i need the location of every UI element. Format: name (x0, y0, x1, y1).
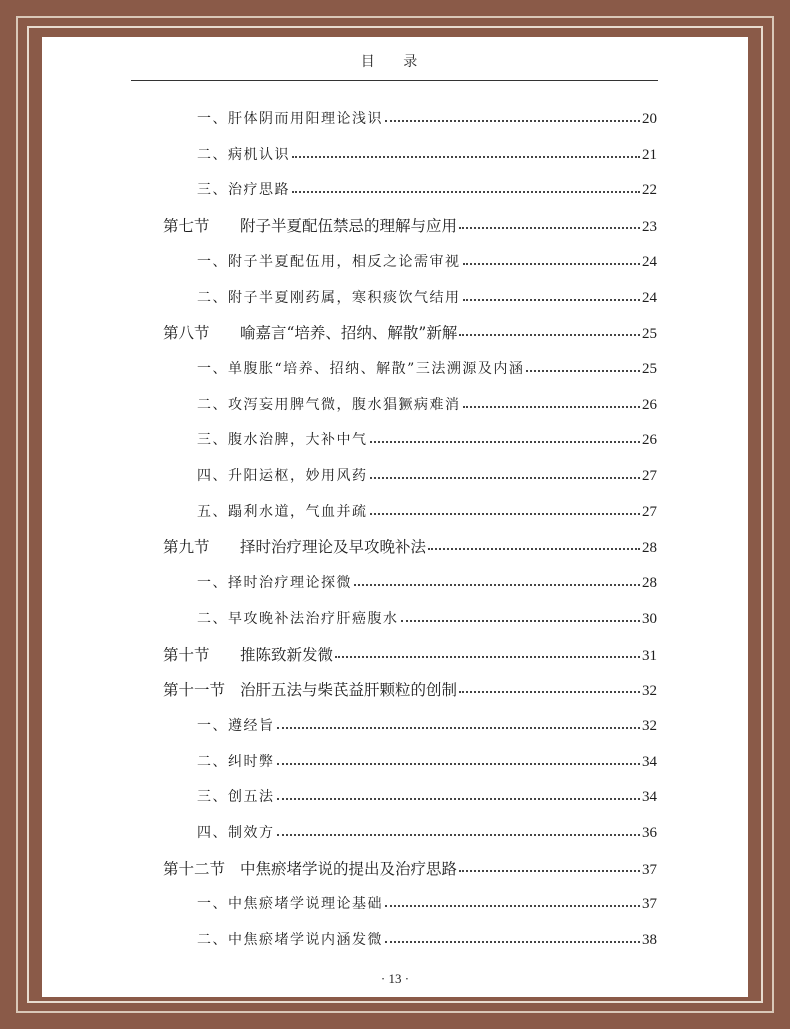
toc-section-number: 第九节 (163, 538, 210, 557)
toc-entry-title (163, 215, 457, 237)
toc-subsection-entry[interactable] (197, 929, 657, 951)
toc-subsection-entry[interactable] (197, 715, 657, 737)
toc-entry-title: 一、附子半夏配伍用，相反之论需审视 (197, 253, 461, 270)
toc-page-number: 36 (642, 825, 657, 841)
toc-section-entry[interactable] (163, 858, 657, 880)
toc-section-number: 第十节 (163, 645, 210, 664)
dot-leader (463, 263, 641, 265)
toc-page-number: 25 (642, 360, 657, 377)
toc-subsection-entry[interactable] (197, 394, 657, 416)
toc-page-number: 24 (642, 253, 657, 270)
toc-page-number: 26 (642, 432, 657, 449)
toc-entry-title: 二、纠时弊 (197, 753, 275, 770)
toc-section-number: 第八节 (163, 324, 210, 343)
dot-leader (277, 834, 641, 836)
toc-subsection-entry[interactable] (197, 786, 657, 808)
dot-leader (463, 299, 641, 301)
dot-leader (292, 191, 640, 193)
toc-entry-title (163, 322, 457, 344)
dot-leader (526, 370, 640, 372)
toc-section-entry[interactable] (163, 215, 657, 237)
toc-entry-title: 一、肝体阴而用阳理论浅识 (197, 111, 383, 127)
toc-section-number: 第十二节 (163, 859, 226, 878)
toc-page-number: 23 (642, 219, 657, 236)
dot-leader (277, 727, 641, 729)
toc-page-number: 22 (642, 182, 657, 199)
toc-entry-title: 二、早攻晚补法治疗肝癌腹水 (197, 610, 399, 627)
toc-page-number: 24 (642, 289, 657, 306)
toc-page-number: 28 (642, 540, 657, 557)
dot-leader (292, 156, 640, 158)
toc-page-number: 25 (642, 326, 657, 343)
toc-entry-title (163, 644, 333, 666)
dot-leader (370, 477, 641, 479)
toc-section-number: 第十一节 (163, 681, 226, 700)
dot-leader (459, 691, 640, 693)
toc-subsection-entry[interactable] (197, 179, 657, 201)
toc-subsection-entry[interactable] (197, 572, 657, 594)
toc-page-number: 27 (642, 468, 657, 484)
toc-page-number: 38 (642, 932, 657, 949)
toc-entry-title: 三、腹水治脾，大补中气 (197, 432, 368, 449)
toc-page-number: 37 (642, 896, 657, 913)
toc-entry-title: 三、创五法 (197, 789, 275, 806)
toc-page-number: 26 (642, 396, 657, 413)
dot-leader (277, 763, 641, 765)
toc-entry-title: 二、病机认识 (197, 146, 290, 163)
toc-section-title: 喻嘉言“培养、招纳、解散”新解 (240, 324, 458, 343)
toc-page-number: 32 (642, 717, 657, 734)
dot-leader (428, 548, 640, 550)
toc-page-number: 34 (642, 789, 657, 806)
toc-subsection-entry[interactable] (197, 893, 657, 915)
dot-leader (401, 620, 641, 622)
toc-subsection-entry[interactable] (197, 287, 657, 309)
toc-page-number: 21 (642, 146, 657, 163)
toc-subsection-entry[interactable] (197, 144, 657, 166)
toc-section-entry[interactable] (163, 644, 657, 666)
toc-entry-title: 一、遵经旨 (197, 717, 275, 734)
toc-entry-title: 一、择时治疗理论探微 (197, 575, 352, 592)
toc-entry-title (163, 536, 426, 558)
dot-leader (370, 513, 641, 515)
toc-section-number: 第七节 (163, 217, 210, 236)
toc-section-title: 推陈致新发微 (240, 645, 334, 664)
dot-leader (370, 441, 641, 443)
dot-leader (459, 334, 640, 336)
page-header-title: 目 录 (360, 54, 430, 70)
toc-entry-title: 二、攻泻妄用脾气微，腹水猖獗病难消 (197, 396, 461, 413)
toc-page-number: 34 (642, 753, 657, 770)
toc-entry-title (163, 679, 457, 701)
toc-section-entry[interactable] (163, 679, 657, 701)
toc-subsection-entry[interactable] (197, 108, 657, 130)
page-number: · 13 · (380, 971, 410, 986)
dot-leader (463, 406, 641, 408)
toc-entry-title: 四、升阳运枢，妙用风药 (197, 468, 368, 484)
toc-entry-title (163, 858, 457, 880)
document-page (42, 37, 748, 997)
toc-entry-title: 一、中焦瘀堵学说理论基础 (197, 896, 383, 913)
toc-section-title: 附子半夏配伍禁忌的理解与应用 (240, 217, 458, 236)
toc-subsection-entry[interactable] (197, 751, 657, 773)
dot-leader (459, 227, 640, 229)
toc-subsection-entry[interactable] (197, 358, 657, 380)
toc-entry-title: 三、治疗思路 (197, 182, 290, 199)
toc-subsection-entry[interactable] (197, 429, 657, 451)
dot-leader (459, 870, 640, 872)
toc-page-number: 31 (642, 647, 657, 664)
toc-entry-title: 一、单腹胀“培养、招纳、解散”三法溯源及内涵 (197, 360, 525, 377)
toc-page-number: 20 (642, 111, 657, 127)
toc-entry-title: 五、蹋利水道，气血并疏 (197, 503, 368, 520)
toc-subsection-entry[interactable] (197, 251, 657, 273)
header-rule (131, 80, 658, 81)
toc-entry-title: 二、中焦瘀堵学说内涵发微 (197, 932, 383, 949)
toc-section-title: 中焦瘀堵学说的提出及治疗思路 (240, 859, 458, 878)
toc-page-number: 28 (642, 575, 657, 592)
dot-leader (385, 905, 640, 907)
toc-subsection-entry[interactable] (197, 465, 657, 487)
dot-leader (335, 656, 640, 658)
toc-section-title: 择时治疗理论及早攻晚补法 (240, 538, 427, 557)
dot-leader (385, 941, 640, 943)
dot-leader (277, 798, 641, 800)
toc-section-entry[interactable] (163, 322, 657, 344)
toc-page-number: 27 (642, 503, 657, 520)
toc-subsection-entry[interactable] (197, 822, 657, 844)
toc-subsection-entry[interactable] (197, 501, 657, 523)
toc-page-number: 32 (642, 683, 657, 700)
toc-section-entry[interactable] (163, 536, 657, 558)
toc-entry-title: 二、附子半夏刚药属，寒积痰饮气结用 (197, 289, 461, 306)
toc-page-number: 37 (642, 861, 657, 878)
toc-page-number: 30 (642, 610, 657, 627)
dot-leader (354, 584, 640, 586)
dot-leader (385, 120, 640, 122)
toc-entry-title: 四、制效方 (197, 825, 275, 841)
toc-section-title: 治肝五法与柴芪益肝颗粒的创制 (240, 681, 458, 700)
toc-subsection-entry[interactable] (197, 608, 657, 630)
